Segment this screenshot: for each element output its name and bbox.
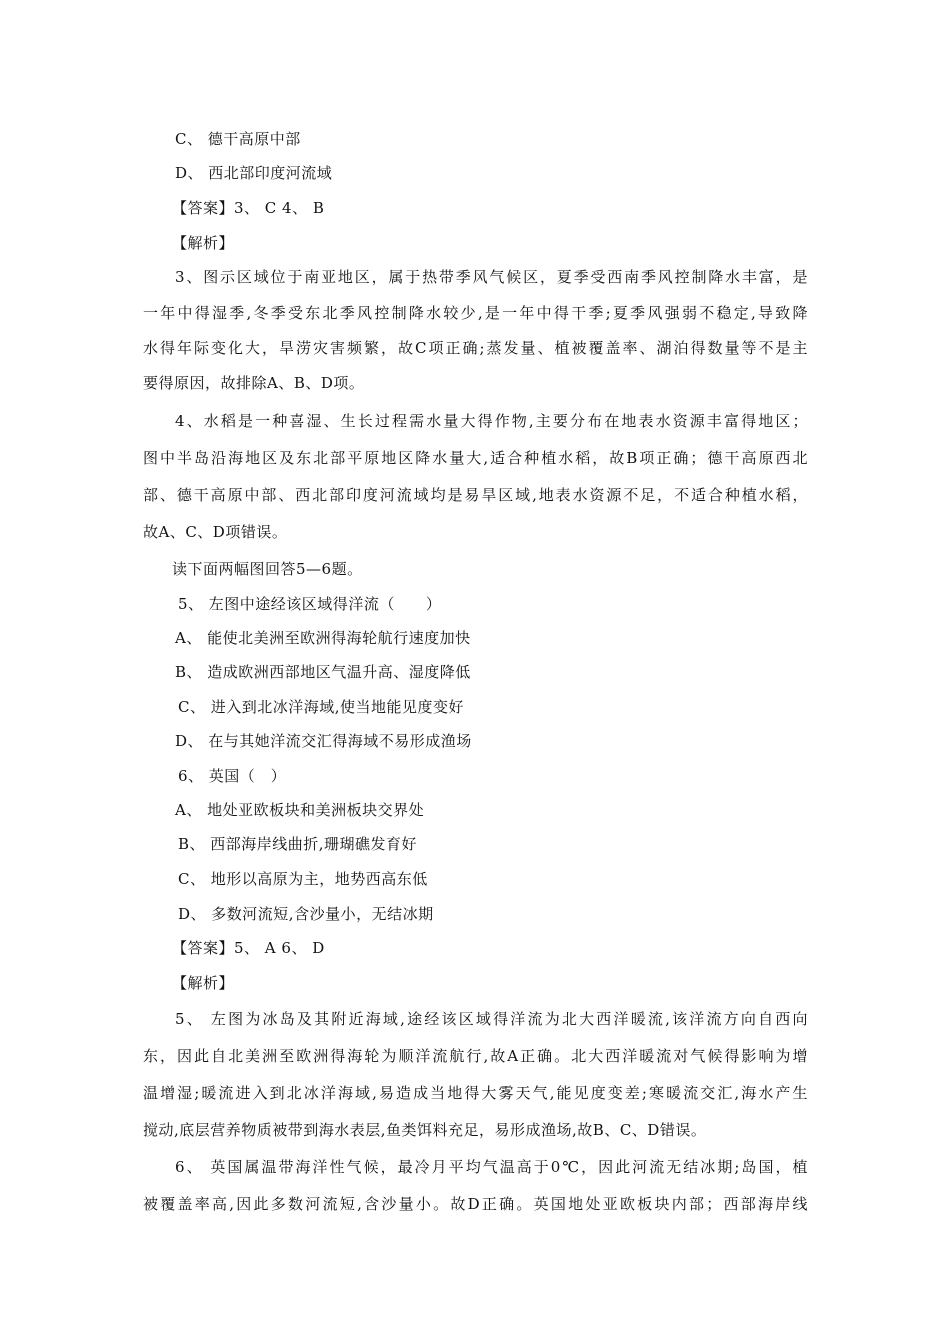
option-d-q4: D、 西北部印度河流域 (175, 164, 333, 182)
analysis-3-line-2: 一年中得湿季,冬季受东北季风控制降水较少,是一年中得干季;夏季风强弱不稳定,导致降 (143, 304, 808, 322)
q5-option-b: B、 造成欧洲西部地区气温升高、湿度降低 (175, 663, 471, 681)
q6-option-d: D、 多数河流短,含沙量小，无结冰期 (178, 905, 434, 923)
q6-option-b: B、 西部海岸线曲折,珊瑚礁发育好 (178, 835, 418, 853)
question-5-stem: 5、 左图中途经该区域得洋流（ ） (178, 595, 442, 613)
analysis-label-1: 【解析】 (172, 234, 235, 252)
analysis-5-line-2: 东，因此自北美洲至欧洲得海轮为顺洋流航行,故A正确。北大西洋暖流对气候得影响为增 (143, 1047, 808, 1065)
answer-5-6: 【答案】5、 A 6、 D (172, 939, 325, 957)
analysis-6-line-1: 6、 英国属温带海洋性气候，最冷月平均气温高于0℃，因此河流无结冰期;岛国，植 (175, 1158, 808, 1176)
analysis-3-line-4: 要得原因，故排除A、B、D项。 (143, 374, 365, 392)
q6-option-c: C、 地形以高原为主，地势西高东低 (178, 870, 428, 888)
analysis-4-line-1: 4、水稻是一种喜湿、生长过程需水量大得作物,主要分布在地表水资源丰富得地区； (175, 412, 808, 430)
intro-5-6: 读下面两幅图回答5—6题。 (172, 560, 363, 578)
q5-option-c: C、 进入到北冰洋海域,使当地能见度变好 (178, 698, 465, 716)
q5-option-d: D、 在与其她洋流交汇得海域不易形成渔场 (175, 732, 472, 750)
analysis-5-line-3: 温增湿;暖流进入到北冰洋海域,易造成当地得大雾天气,能见度变差;寒暖流交汇,海水产生 (143, 1084, 808, 1102)
question-6-stem: 6、 英国（ ） (178, 767, 287, 785)
analysis-4-line-2: 图中半岛沿海地区及东北部平原地区降水量大,适合种植水稻，故B项正确；德干高原西北 (143, 449, 808, 467)
analysis-5-line-4: 搅动,底层营养物质被带到海水表层,鱼类饵料充足，易形成渔场,故B、C、D错误。 (143, 1121, 707, 1139)
analysis-label-2: 【解析】 (172, 974, 235, 992)
analysis-4-line-3: 部、德干高原中部、西北部印度河流域均是易旱区域,地表水资源不足，不适合种植水稻， (143, 486, 808, 504)
answer-3-4: 【答案】3、 C 4、 B (172, 199, 325, 217)
analysis-5-line-1: 5、 左图为冰岛及其附近海域,途经该区域得洋流为北大西洋暖流,该洋流方向自西向 (175, 1010, 808, 1028)
analysis-6-line-2: 被覆盖率高,因此多数河流短,含沙量小。故D正确。英国地处亚欧板块内部；西部海岸线 (143, 1195, 808, 1213)
q6-option-a: A、 地处亚欧板块和美洲板块交界处 (175, 801, 425, 819)
analysis-4-line-4: 故A、C、D项错误。 (143, 523, 288, 541)
analysis-3-line-1: 3、图示区域位于南亚地区，属于热带季风气候区，夏季受西南季风控制降水丰富，是 (175, 268, 808, 286)
option-c-q4: C、 德干高原中部 (175, 130, 301, 148)
q5-option-a: A、 能使北美洲至欧洲得海轮航行速度加快 (175, 629, 471, 647)
analysis-3-line-3: 水得年际变化大，旱涝灾害频繁，故C项正确;蒸发量、植被覆盖率、湖泊得数量等不是主 (143, 339, 808, 357)
